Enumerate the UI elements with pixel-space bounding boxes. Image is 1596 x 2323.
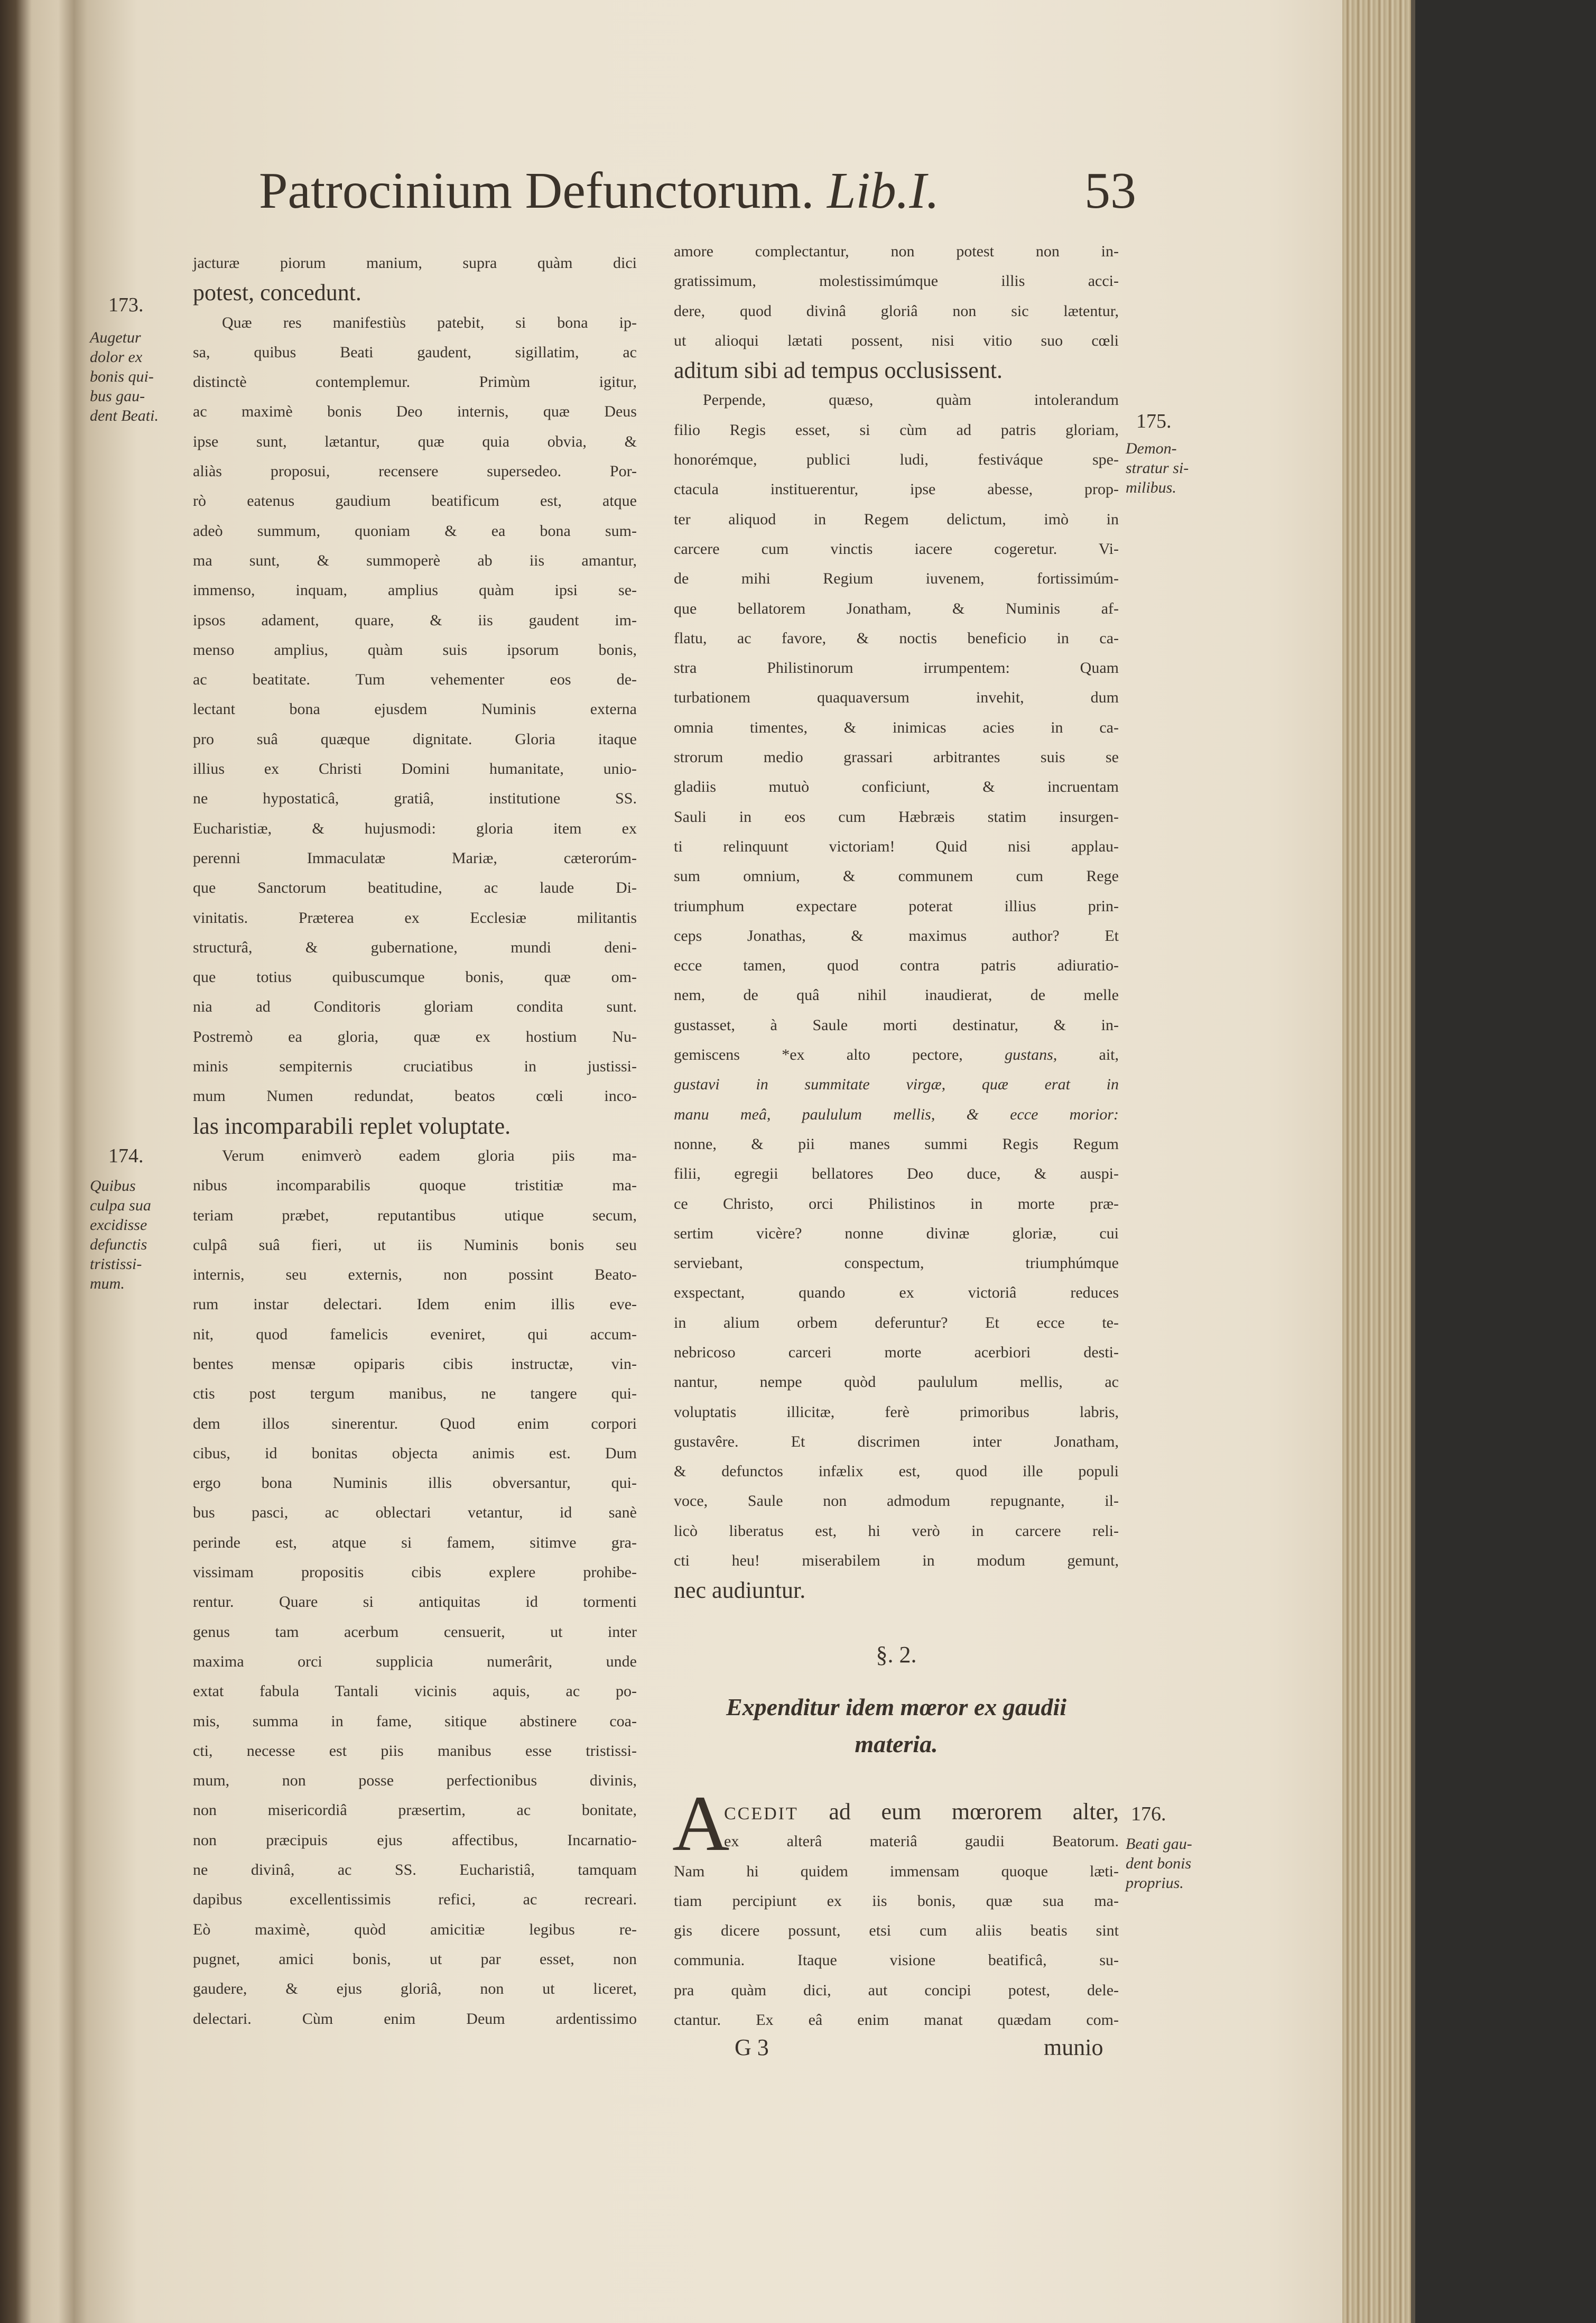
text-line <box>193 1260 637 1290</box>
text-line <box>193 1022 637 1052</box>
text-line <box>193 1171 637 1200</box>
header-book: Lib.I. <box>827 162 940 219</box>
line-text: serviebant, conspectum, triumphúmque <box>674 1254 1119 1272</box>
line-text: que totius quibuscumque bonis, quæ om- <box>193 968 637 986</box>
text-line <box>193 1974 637 2004</box>
line-text: rò eatenus gaudium beatificum est, atque <box>193 492 637 510</box>
line-text: voce, Saule non admodum repugnante, il- <box>674 1492 1119 1510</box>
line-text: tiam percipiunt ex iis bonis, quæ sua ma- <box>674 1892 1119 1910</box>
line-text: stra Philistinorum irrumpentem: Quam <box>674 659 1119 677</box>
line-text: ce Christo, orci Philistinos in morte præ- <box>674 1195 1119 1213</box>
line-text: filio Regis esset, si cùm ad patris gloriam, <box>674 421 1119 439</box>
line-text: turbationem quaquaversum invehit, dum <box>674 689 1119 707</box>
margin-note-line: dolor ex <box>90 348 143 366</box>
line-text: ipse sunt, lætantur, quæ quia obvia, & <box>193 432 637 450</box>
text-line <box>193 1052 637 1081</box>
text-line <box>674 1976 1119 2005</box>
line-text: mis, summa in fame, sitique abstinere coa- <box>193 1712 637 1730</box>
text-line <box>674 1219 1119 1248</box>
line-text: amore complectantur, non potest non in- <box>674 243 1119 260</box>
line-text: ipsos adament, quare, & iis gaudent im- <box>193 611 637 629</box>
text-line <box>674 624 1119 653</box>
line-text: rentur. Quare si antiquitas id tormenti <box>193 1593 637 1611</box>
line-text: nec audiuntur. <box>674 1577 806 1604</box>
line-text: gaudere, & ejus gloriâ, non ut liceret, <box>193 1980 637 1998</box>
text-line <box>193 933 637 962</box>
text-line <box>674 1797 1119 1827</box>
margin-note <box>1126 1834 1231 1893</box>
text-line <box>674 475 1119 504</box>
line-text: Eucharistiæ, & hujusmodi: gloria item ex <box>193 819 637 837</box>
line-text: strorum medio grassari arbitrantes suis se <box>674 748 1119 766</box>
line-text: que Sanctorum beatitudine, ac laude Di- <box>193 879 637 897</box>
margin-note-number: 174. <box>108 1145 144 1167</box>
line-text: ait, <box>1057 1046 1119 1064</box>
text-line <box>674 1248 1119 1278</box>
margin-note-line: Demon- <box>1126 440 1177 457</box>
line-text: exspectant, quando ex victoriâ reduces <box>674 1284 1119 1302</box>
line-text: genus tam acerbum censuerit, ut inter <box>193 1623 637 1641</box>
text-line <box>193 1201 637 1230</box>
text-line <box>674 237 1119 266</box>
text-line <box>193 1439 637 1468</box>
line-text: triumphum expectare poterat illius prin- <box>674 897 1119 915</box>
text-line <box>674 505 1119 534</box>
margin-note-number: 175. <box>1136 410 1172 432</box>
margin-note-line: bonis qui- <box>90 368 154 385</box>
text-line <box>193 1587 637 1617</box>
line-text: filii, egregii bellatores Deo duce, & auspi- <box>674 1165 1119 1183</box>
margin-note-line: excidisse <box>90 1216 147 1234</box>
line-text: non præcipuis ejus affectibus, Incarnatio- <box>193 1831 637 1849</box>
line-text: sum omnium, & communem cum Rege <box>674 867 1119 885</box>
text-line <box>193 725 637 754</box>
line-text: ut alioqui lætati possent, nisi vitio suo cœli <box>674 331 1119 349</box>
line-text: teriam præbet, reputantibus utique secum, <box>193 1206 637 1224</box>
text-line <box>674 1916 1119 1946</box>
margin-note-line: Beati gau- <box>1126 1835 1192 1853</box>
text-line <box>193 486 637 516</box>
text-line <box>674 802 1119 832</box>
line-text: ter aliquod in Regem delictum, imò in <box>674 510 1119 528</box>
text-line <box>674 951 1119 980</box>
drop-cap: A <box>672 1780 730 1867</box>
text-line <box>674 564 1119 594</box>
line-text: perenni Immaculatæ Mariæ, cæterorúm- <box>193 849 637 867</box>
line-text: menso amplius, quàm suis ipsorum bonis, <box>193 641 637 659</box>
signature-mark: G 3 <box>735 2034 769 2060</box>
line-text: perinde est, atque si famem, sitimve gra- <box>193 1533 637 1551</box>
line-text: que bellatorem Jonatham, & Numinis af- <box>674 599 1119 617</box>
text-line <box>674 892 1119 921</box>
margin-note-line: milibus. <box>1126 479 1176 496</box>
margin-note-number: 173. <box>108 294 144 316</box>
line-text: ex alterâ materiâ gaudii Beatorum. <box>724 1833 1119 1850</box>
page-edges <box>1342 0 1411 2323</box>
line-text: aliàs proposui, recensere supersedeo. Por- <box>193 462 637 480</box>
line-text: de mihi Regium iuvenem, fortissimúm- <box>674 570 1119 588</box>
line-text: illius ex Christi Domini humanitate, unio- <box>193 760 637 778</box>
line-text: vinitatis. Præterea ex Ecclesiæ militantis <box>193 909 637 927</box>
margin-note <box>1126 439 1231 497</box>
line-text: minis sempiternis cruciatibus in justissi- <box>193 1058 637 1076</box>
margin-note-number: 176. <box>1131 1803 1166 1825</box>
line-text: jacturæ piorum manium, supra quàm dici <box>193 254 637 272</box>
line-text: Nam hi quidem immensam quoque læti- <box>674 1862 1119 1880</box>
line-text: delectari. Cùm enim Deum ardentissimo <box>193 2010 637 2028</box>
text-line <box>674 2005 1119 2035</box>
italic-text: gustans, <box>1005 1046 1057 1064</box>
text-line <box>193 1498 637 1528</box>
line-text: ac maximè bonis Deo internis, quæ Deus <box>193 403 637 421</box>
line-text: nonne, & pii manes summi Regis Regum <box>674 1135 1119 1153</box>
margin-note-line: Quibus <box>90 1177 136 1195</box>
text-line <box>674 1457 1119 1486</box>
line-text: rum instar delectari. Idem enim illis eve- <box>193 1295 637 1313</box>
line-text: culpâ suâ fieri, ut iis Numinis bonis seu <box>193 1236 637 1254</box>
text-line <box>193 1855 637 1885</box>
text-line <box>674 1367 1119 1397</box>
margin-note-line: dent Beati. <box>90 407 159 424</box>
text-line <box>674 1070 1119 1099</box>
text-line <box>674 1338 1119 1367</box>
line-text: ceps Jonathas, & maximus author? Et <box>674 927 1119 945</box>
text-line <box>193 546 637 576</box>
line-text: ne divinâ, ac SS. Eucharistiâ, tamquam <box>193 1861 637 1879</box>
text-line <box>674 832 1119 862</box>
line-text: gemiscens *ex alto pectore, <box>674 1046 1005 1064</box>
text-line <box>674 1100 1119 1130</box>
line-text: maxima orci supplicia numerârit, unde <box>193 1652 637 1670</box>
text-line <box>193 1796 637 1825</box>
text-line <box>193 754 637 784</box>
line-text: nit, quod famelicis eveniret, qui accum- <box>193 1325 637 1343</box>
text-line <box>193 1736 637 1766</box>
text-line <box>674 1827 1119 1856</box>
line-text: ctacula instituerentur, ipse abesse, prop- <box>674 480 1119 498</box>
section-number: §. 2. <box>876 1642 917 1668</box>
text-line <box>193 1647 637 1677</box>
text-line <box>674 1040 1119 1070</box>
text-line <box>674 415 1119 445</box>
line-text: adeò summum, quoniam & ea bona sum- <box>193 522 637 540</box>
text-line <box>193 962 637 992</box>
text-line <box>674 1516 1119 1546</box>
line-text: gustavêre. Et discrimen inter Jonatham, <box>674 1432 1119 1450</box>
text-line <box>193 1468 637 1498</box>
line-text: dapibus excellentissimis refici, ac recreari. <box>193 1891 637 1909</box>
text-line <box>674 356 1119 385</box>
line-text: honorémque, publici ludi, festiváque spe- <box>674 451 1119 469</box>
line-text: immenso, inquam, amplius quàm ipsi se- <box>193 581 637 599</box>
text-line <box>193 1379 637 1409</box>
catchword: munio <box>1044 2034 1103 2060</box>
left-column <box>193 248 637 2034</box>
text-line <box>674 1159 1119 1189</box>
line-text: nantur, nempe quòd paululum mellis, ac <box>674 1373 1119 1391</box>
text-line <box>193 903 637 933</box>
section-title <box>674 1689 1119 1763</box>
line-text: ac beatitate. Tum vehementer eos de- <box>193 671 637 689</box>
line-text: flatu, ac favore, & noctis beneficio in ca- <box>674 629 1119 647</box>
line-text: Postremò ea gloria, quæ ex hostium Nu- <box>193 1028 637 1045</box>
line-text: ti relinquunt victoriam! Quid nisi applau- <box>674 837 1119 855</box>
margin-note-line: Augetur <box>90 329 141 346</box>
text-line <box>674 1576 1119 1605</box>
text-line <box>674 1857 1119 1886</box>
text-line <box>674 1946 1119 1975</box>
margin-note-line: dent bonis <box>1126 1855 1192 1872</box>
line-text: bentes mensæ opiparis cibis instructæ, vin- <box>193 1355 637 1373</box>
text-line <box>674 1278 1119 1308</box>
text-line <box>193 1320 637 1349</box>
section-paragraph <box>674 1797 1119 2035</box>
line-text: pro suâ quæque dignitate. Gloria itaque <box>193 730 637 748</box>
line-text: extat fabula Tantali vicinis aquis, ac po- <box>193 1682 637 1700</box>
line-text: potest, concedunt. <box>193 280 361 306</box>
header-title: Patrocinium Defunctorum. <box>259 162 814 219</box>
running-header <box>259 161 1136 225</box>
text-line <box>193 338 637 367</box>
text-line <box>193 665 637 695</box>
text-line <box>193 635 637 665</box>
text-line <box>193 1112 637 1141</box>
text-line <box>193 1885 637 1914</box>
line-text: nibus incomparabilis quoque tristitiæ ma- <box>193 1177 637 1195</box>
text-line <box>193 1915 637 1945</box>
text-line <box>674 594 1119 624</box>
line-text: licò liberatus est, hi verò in carcere reli- <box>674 1522 1119 1540</box>
text-line <box>674 772 1119 802</box>
line-text: communia. Itaque visione beatificâ, su- <box>674 1951 1119 1969</box>
text-line <box>674 1397 1119 1427</box>
text-line <box>193 695 637 724</box>
line-text: & defunctos infælix est, quod ille populi <box>674 1463 1119 1480</box>
text-line <box>193 1945 637 1974</box>
text-line <box>193 576 637 605</box>
line-text: gustasset, à Saule morti destinatur, & in- <box>674 1016 1119 1034</box>
text-line <box>674 297 1119 326</box>
line-text: dere, quod divinâ gloriâ non sic lætentur, <box>674 302 1119 320</box>
line-text: omnia timentes, & inimicas acies in ca- <box>674 718 1119 736</box>
line-text: in alium orbem deferuntur? Et ecce te- <box>674 1313 1119 1331</box>
text-line <box>193 1409 637 1439</box>
margin-note-line: culpa sua <box>90 1197 151 1214</box>
margin-note-line: defunctis <box>90 1236 147 1253</box>
text-line <box>193 1677 637 1706</box>
text-line <box>674 1130 1119 1159</box>
line-text: vissimam propositis cibis explere prohibe- <box>193 1563 637 1581</box>
text-line <box>193 2004 637 2034</box>
line-text: ctis post tergum manibus, ne tangere qui- <box>193 1385 637 1403</box>
line-text: Eò maximè, quòd amicitiæ legibus re- <box>193 1920 637 1938</box>
line-text: gladiis mutuò conficiunt, & incruentam <box>674 778 1119 796</box>
text-line <box>193 397 637 427</box>
text-line <box>674 266 1119 296</box>
section-title-line: materia. <box>855 1730 938 1757</box>
line-text: las incomparabili replet voluptate. <box>193 1113 511 1139</box>
text-line <box>674 1886 1119 1916</box>
line-text: bus pasci, ac oblectari vetantur, id sanè <box>193 1504 637 1522</box>
text-line <box>193 1528 637 1558</box>
small-caps-word: CCEDIT <box>724 1804 799 1824</box>
line-text: pra quàm dici, aut concipi potest, dele- <box>674 1981 1119 1999</box>
line-text: mum, non posse perfectionibus divinis, <box>193 1772 637 1790</box>
line-text: mum Numen redundat, beatos cœli inco- <box>193 1087 637 1105</box>
text-line <box>193 1707 637 1736</box>
text-line <box>674 683 1119 712</box>
text-line <box>674 1189 1119 1219</box>
line-text: ne hypostaticâ, gratiâ, institutione SS. <box>193 790 637 808</box>
text-line <box>674 1486 1119 1516</box>
line-text: distinctè contemplemur. Primùm igitur, <box>193 373 637 391</box>
line-text: cti, necesse est piis manibus esse tristissi- <box>193 1742 637 1760</box>
text-line <box>193 516 637 546</box>
text-line <box>193 278 637 308</box>
text-line <box>193 427 637 457</box>
line-text: structurâ, & gubernatione, mundi deni- <box>193 938 637 956</box>
text-line <box>193 784 637 813</box>
text-line <box>193 248 637 278</box>
text-line <box>674 1011 1119 1040</box>
margin-note-line: tristissi- <box>90 1255 142 1273</box>
text-line <box>193 1290 637 1319</box>
line-text: pugnet, amici bonis, ut par esset, non <box>193 1950 637 1968</box>
text-line <box>193 1826 637 1855</box>
text-line <box>674 445 1119 475</box>
text-line <box>193 1349 637 1379</box>
line-text: Sauli in eos cum Hæbræis statim insurgen- <box>674 808 1119 826</box>
text-line <box>674 1427 1119 1457</box>
text-line <box>674 326 1119 356</box>
text-line <box>193 367 637 397</box>
text-line <box>674 713 1119 743</box>
margin-note-line: proprius. <box>1126 1874 1184 1892</box>
line-text: internis, seu externis, non possint Beato- <box>193 1266 637 1284</box>
line-text: ma sunt, & summoperè ab iis amantur, <box>193 551 637 569</box>
text-line <box>193 606 637 635</box>
text-line <box>674 653 1119 683</box>
line-text: sa, quibus Beati gaudent, sigillatim, ac <box>193 343 637 361</box>
text-line <box>193 457 637 486</box>
line-text: nem, de quâ nihil inaudierat, de melle <box>674 986 1119 1004</box>
line-text: carcere cum vinctis iacere cogeretur. Vi- <box>674 540 1119 558</box>
text-line <box>193 814 637 844</box>
text-line <box>193 1081 637 1111</box>
text-line <box>193 844 637 873</box>
line-text: Quæ res manifestiùs patebit, si bona ip- <box>222 313 637 331</box>
text-line <box>674 743 1119 772</box>
line-text: ad eum mœrorem alter, <box>829 1799 1119 1825</box>
line-text: dem illos sinerentur. Quod enim corpori <box>193 1414 637 1432</box>
text-line <box>674 921 1119 951</box>
line-text: ctantur. Ex eâ enim manat quædam com- <box>674 2011 1119 2029</box>
margin-note-line: mum. <box>90 1275 125 1292</box>
line-text: gis dicere possunt, etsi cum aliis beatis sint <box>674 1922 1119 1940</box>
line-text: Verum enimverò eadem gloria piis ma- <box>222 1146 637 1164</box>
line-text: lectant bona ejusdem Numinis externa <box>193 700 637 718</box>
text-line <box>193 873 637 903</box>
text-line <box>193 1141 637 1171</box>
text-line <box>674 1546 1119 1576</box>
text-line <box>674 534 1119 564</box>
text-line <box>193 1558 637 1587</box>
text-line <box>193 308 637 338</box>
line-text: ergo bona Numinis illis obversantur, qui- <box>193 1474 637 1492</box>
page-number: 53 <box>1084 162 1136 219</box>
line-text: aditum sibi ad tempus occlusissent. <box>674 357 1003 384</box>
line-text: cibus, id bonitas objecta animis est. Dum <box>193 1444 637 1462</box>
right-column <box>674 237 1119 1606</box>
text-line <box>193 1617 637 1647</box>
text-line <box>674 385 1119 415</box>
line-text: nebricoso carceri morte acerbiori desti- <box>674 1343 1119 1361</box>
line-text: cti heu! miserabilem in modum gemunt, <box>674 1552 1119 1570</box>
text-line <box>193 1766 637 1796</box>
line-text: voluptatis illicitæ, ferè primoribus labris, <box>674 1403 1119 1421</box>
text-line <box>674 980 1119 1010</box>
line-text: nia ad Conditoris gloriam condita sunt. <box>193 998 637 1016</box>
margin-note-line: bus gau- <box>90 387 145 405</box>
line-text: Perpende, quæso, quàm intolerandum <box>703 391 1119 409</box>
margin-note-line: stratur si- <box>1126 459 1189 477</box>
margin-note <box>90 1176 180 1293</box>
line-text: ecce tamen, quod contra patris adiuratio- <box>674 957 1119 975</box>
italic-text: manu meâ, paululum mellis, & ecce morior: <box>674 1105 1119 1123</box>
line-text: sertim vicère? nonne divinæ gloriæ, cui <box>674 1224 1119 1242</box>
text-line <box>674 1308 1119 1338</box>
section-title-line: Expenditur idem mœror ex gaudii <box>726 1693 1067 1720</box>
line-text: gratissimum, molestissimúmque illis acci- <box>674 272 1119 290</box>
italic-text: gustavi in summitate virgæ, quæ erat in <box>674 1076 1119 1094</box>
text-line <box>193 1230 637 1260</box>
line-text: non misericordiâ præsertim, ac bonitate, <box>193 1801 637 1819</box>
text-line <box>674 862 1119 891</box>
margin-note <box>90 328 180 425</box>
text-line <box>193 992 637 1022</box>
